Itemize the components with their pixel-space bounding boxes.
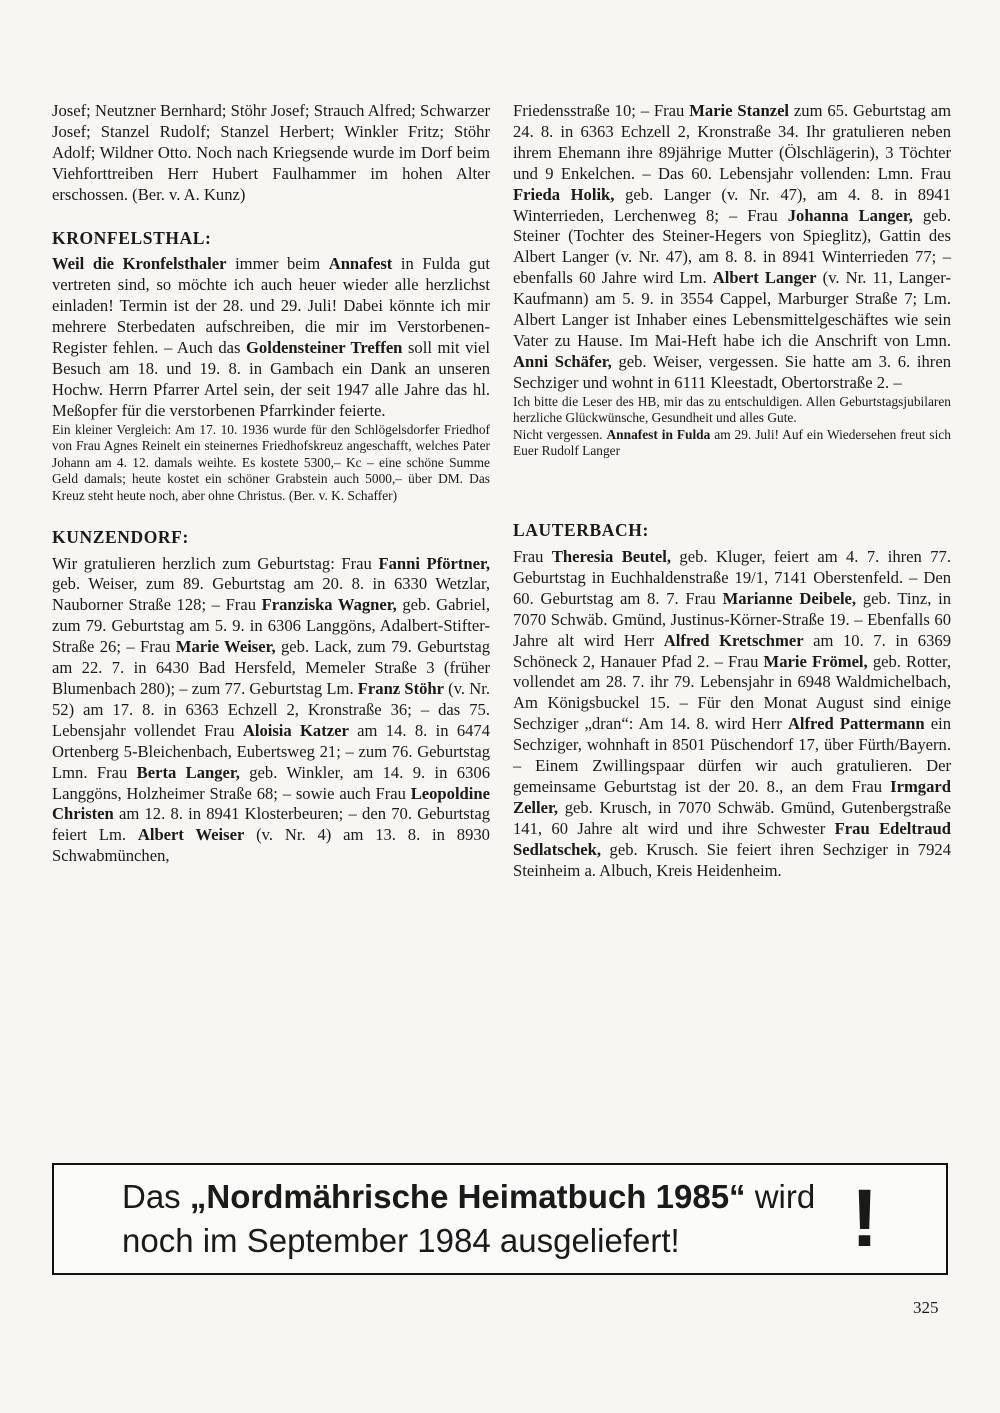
text-run: am 12. 8. in 8941 Klosterbeuren; – den 70. Geburtstag feiert Lm. <box>52 804 490 845</box>
kunzendorf-heading: KUNZENDORF: <box>52 526 189 547</box>
apology-note: Ich bitte die Leser des HB, mir das zu entschuldigen. Allen Geburtstagsjubilaren herzliche Glückwünsche, Gesundheit und alles Gute. <box>513 393 951 426</box>
reminder-annafest: Annafest in Fulda <box>606 426 711 442</box>
bold-name-run: Marie Stanzel <box>689 101 790 120</box>
text-run: geb. Kluger, feiert am 4. 7. ihren 77. Geburtstag in Euchhaldenstraße 19/1, 7141 Oberstenfeld. – Den 60. Geburtstag am 8. 7. Frau <box>513 546 951 608</box>
intro-paragraph <box>52 101 490 206</box>
text-run: am 14. 8. in 6474 Ortenberg 5-Bleichenbach, Eubertsweg 21; – zum 76. Geburtstag Lmn. Frau <box>52 720 491 782</box>
text-run: (v. Nr. 52) am 17. 8. in 6363 Echzell 2, Kronstraße 36; – das 75. Lebensjahr vollendet Frau <box>52 679 490 740</box>
kronfelsthal-comparison-note: Ein kleiner Vergleich: Am 17. 10. 1936 wurde für den Schlögelsdorfer Friedhof von Frau Agnes Reinelt ein steinernes Friedhofskreuz angeschafft, welches Pater Johann am 4. 12. damals weihte. Es kostete 5300,– Kc – eine schöne Summe Geld damals; heute kostet ein schöner Grabstein auch 5000,– über DM. Das Kreuz steht heute noch, aber ohne Christus. (Ber. v. K. Schaffer) <box>52 421 490 504</box>
bold-name-run: Anni Schäfer, <box>513 351 612 371</box>
text-run: soll mit viel Besuch am 18. und 19. 8. in Gambach ein Dank an unseren Hochw. Herrn Pfarrer Artel sein, der seit 1947 alle Jahre das hl. Meßopfer für die verstorbenen Pfarrkinder feierte. <box>52 338 491 420</box>
exclamation-mark: ! <box>851 1173 879 1264</box>
kunzendorf-paragraph <box>52 554 490 868</box>
text-run: geb. Steiner (Tochter des Steiner-Hegers von Spieglitz), Gattin des Albert Langer (v. Nr. 47), am 8. 8. in 8941 Winterrieden 77; – ebenfalls 60 Jahre wird Lm. <box>513 205 951 288</box>
text-run: geb. Weiser, vergessen. Sie hatte am 3. 6. ihren Sechziger und wohnt in 6111 Kleestadt, Obertorstraße 2. – <box>513 351 951 392</box>
right-column <box>513 101 951 881</box>
bold-name-run: Goldensteiner Treffen <box>246 338 403 358</box>
bold-name-run: Berta Langer, <box>136 762 240 782</box>
bold-name-run: Weil die Kronfelsthaler <box>52 254 227 274</box>
text-run: geb. Rotter, vollendet am 28. 7. ihr 79. Lebensjahr in 6948 Waldmichelbach, Am Königsbuckel 15. – Für den Monat August sind einige Sechziger „dran“: Am 14. 8. wird Herr <box>513 651 951 734</box>
text-run: zum 65. Geburtstag am 24. 8. in 6363 Echzell 2, Kronstraße 34. Ihr gratulieren neben ihrem Ehemann ihre 89jährige Mutter (Ölschlägerin), 3 Töchter und 9 Enkelchen. – Das 60. Lebensjahr vollenden: Lmn. Frau <box>513 101 951 183</box>
lauterbach-heading: LAUTERBACH: <box>513 520 649 541</box>
bold-name-run: Johanna Langer, <box>787 205 913 225</box>
bold-name-run: Albert Weiser <box>137 825 245 845</box>
bold-name-run: Aloisia Katzer <box>242 720 349 740</box>
text-run: Friedensstraße 10; – Frau <box>513 101 690 120</box>
text-run: am 10. 7. in 6369 Schöneck 2, Hanauer Pfad 2. – Frau <box>513 630 951 671</box>
bold-name-run: Leopoldine Christen <box>52 783 490 824</box>
bold-name-run: Frieda Holik, <box>513 184 615 204</box>
heimatbuch-announcement-box <box>52 1163 948 1275</box>
text-run: geb. Tinz, in 7070 Schwäb. Gmünd, Justinus-Körner-Straße 19. – Ebenfalls 60 Jahre alt wird Herr <box>513 588 951 650</box>
text-run: geb. Weiser, zum 89. Geburtstag am 20. 8. in 6330 Wetzlar, Nauborner Straße 128; – Frau <box>52 574 490 615</box>
announcement-prefix: Das <box>122 1178 190 1215</box>
bold-name-run: Marie Frömel, <box>763 651 868 671</box>
bold-name-run: Marianne Deibele, <box>722 588 857 608</box>
text-run: ein Sechziger, wohnhaft in 8501 Püschendorf 17, über Fürth/Bayern. – Einem Zwillingspaar dürfen wir auch gratulieren. Der gemeinsame Geburtstag ist der 20. 8., an dem Frau <box>513 714 951 796</box>
announcement-line-1 <box>122 1177 815 1217</box>
text-run: Josef; Neutzner Bernhard; Stöhr Josef; Strauch Alfred; Schwarzer Josef; Stanzel Rudolf; Stanzel Herbert; Winkler Fritz; Stöhr Adolf; Wildner Otto. Noch nach Kriegsende wurde im Dorf beim Viehforttreiben Herr Hubert Faulhammer im hohen Alter erschossen. (Ber. v. A. Kunz) <box>52 101 490 204</box>
bold-name-run: Theresia Beutel, <box>551 546 672 566</box>
text-run: geb. Gabriel, zum 79. Geburtstag am 5. 9. in 6306 Langgöns, Adalbert-Stifter-Straße 26; – Frau <box>52 595 490 657</box>
text-run: Wir gratulieren herzlich zum Geburtstag: Frau <box>52 553 379 573</box>
bold-name-run: Alfred Pattermann <box>787 714 925 734</box>
text-run: geb. Langer (v. Nr. 47), am 4. 8. in 8941 Winterrieden, Lerchenweg 8; – Frau <box>513 184 951 225</box>
bold-name-run: Irmgard Zeller, <box>513 776 951 817</box>
bold-name-run: Marie Weiser, <box>175 637 276 657</box>
bold-name-run: Fanni Pförtner, <box>378 553 490 573</box>
text-run: geb. Krusch. Sie feiert ihren Sechziger in 7924 Steinheim a. Albuch, Kreis Heidenheim. <box>513 839 951 880</box>
bold-name-run: Alfred Kretschmer <box>663 630 804 650</box>
announcement-suffix: wird <box>745 1178 816 1215</box>
bold-name-run: Franziska Wagner, <box>261 595 397 615</box>
stanzel-continuation-paragraph <box>513 101 951 394</box>
text-run: geb. Lack, zum 79. Geburtstag am 22. 7. in 6430 Bad Hersfeld, Memeler Straße 3 (früher Blumenbach 280); – zum 77. Geburtstag Lm. <box>52 637 490 698</box>
kronfelsthal-paragraph <box>52 254 490 421</box>
text-run: immer beim <box>226 254 329 274</box>
text-run: Frau <box>513 546 552 566</box>
bold-name-run: Annafest <box>328 254 393 274</box>
kronfelsthal-heading: KRONFELSTHAL: <box>52 227 212 248</box>
text-run: (v. Nr. 4) am 13. 8. in 8930 Schwabmünchen, <box>52 825 490 866</box>
text-run: in Fulda gut vertreten sind, so möchte ich auch heuer wieder alle herzlichst einladen! Termin ist der 28. und 29. Juli! Dabei könnte ich mir mehrere Sterbedaten aufschreiben, die mir im Verstorbenen-Register fehlen. – Auch das <box>52 254 490 358</box>
page-number: 325 <box>913 1298 939 1317</box>
reminder-tail: am 29. Juli! Auf ein Wiedersehen freut sich Euer Rudolf Langer <box>513 426 952 459</box>
announcement-line-2: noch im September 1984 ausgeliefert! <box>122 1222 680 1259</box>
lauterbach-paragraph <box>513 547 951 882</box>
annafest-reminder <box>513 427 951 460</box>
announcement-book-title: „Nordmährische Heimatbuch 1985“ <box>189 1178 746 1215</box>
text-run: geb. Winkler, am 14. 9. in 6306 Langgöns, Holzheimer Straße 68; – sowie auch Frau <box>52 762 490 803</box>
text-run: (v. Nr. 11, Langer-Kaufmann) am 5. 9. in 3554 Cappel, Marburger Straße 7; Lm. Albert Langer ist Inhaber eines Lebensmittelgeschäftes wie sein Vater zu Hause. Im Mai-Heft habe ich die Anschrift von Lmn. <box>513 268 951 350</box>
reminder-lead: Nicht vergessen. <box>513 426 607 442</box>
text-run: geb. Krusch, in 7070 Schwäb. Gmünd, Gutenbergstraße 141, 60 Jahre alt wird und ihre Schwester <box>513 797 951 838</box>
left-column <box>52 101 490 867</box>
bold-name-run: Albert Langer <box>712 268 817 288</box>
bold-name-run: Frau Edeltraud Sedlatschek, <box>513 818 951 859</box>
bold-name-run: Franz Stöhr <box>357 679 444 698</box>
